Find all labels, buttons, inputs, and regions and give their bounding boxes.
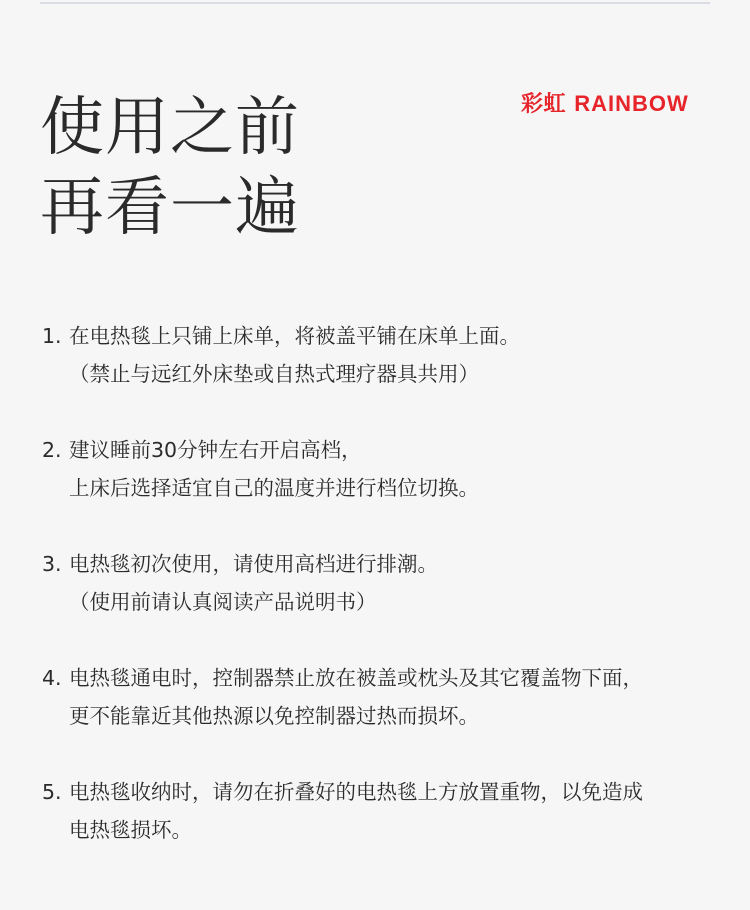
brand-name-en: RAINBOW	[574, 91, 689, 116]
instruction-text: 在电热毯上只铺上床单，将被盖平铺在床单上面。	[69, 324, 520, 348]
instruction-text-continued: 电热毯损坏。	[69, 818, 192, 842]
instruction-list	[42, 317, 722, 887]
instruction-note: （禁止与远红外床垫或自热式理疗器具共用）	[69, 362, 479, 386]
instruction-item	[42, 773, 722, 849]
top-divider	[40, 2, 710, 4]
instruction-number: 1.	[42, 324, 62, 348]
instruction-item	[42, 659, 722, 735]
brand-logo	[521, 87, 689, 118]
instruction-note: （使用前请认真阅读产品说明书）	[69, 590, 377, 614]
page-title-line-1: 使用之前	[40, 91, 300, 165]
instruction-item	[42, 431, 722, 507]
instruction-text: 电热毯收纳时，请勿在折叠好的电热毯上方放置重物，以免造成	[69, 780, 643, 804]
instruction-item	[42, 317, 722, 393]
instruction-number: 3.	[42, 552, 62, 576]
instruction-text: 电热毯初次使用，请使用高档进行排潮。	[69, 552, 438, 576]
instruction-text: 电热毯通电时，控制器禁止放在被盖或枕头及其它覆盖物下面，	[69, 666, 643, 690]
instruction-item	[42, 545, 722, 621]
instruction-number: 2.	[42, 438, 62, 462]
instruction-number: 4.	[42, 666, 62, 690]
page-title	[40, 88, 300, 248]
brand-name-cn: 彩虹	[521, 92, 567, 117]
instruction-number: 5.	[42, 780, 62, 804]
instruction-text: 建议睡前30分钟左右开启高档，	[69, 438, 362, 462]
instruction-text-continued: 更不能靠近其他热源以免控制器过热而损坏。	[69, 704, 479, 728]
instruction-text-continued: 上床后选择适宜自己的温度并进行档位切换。	[69, 476, 479, 500]
page-title-line-2: 再看一遍	[40, 171, 300, 245]
